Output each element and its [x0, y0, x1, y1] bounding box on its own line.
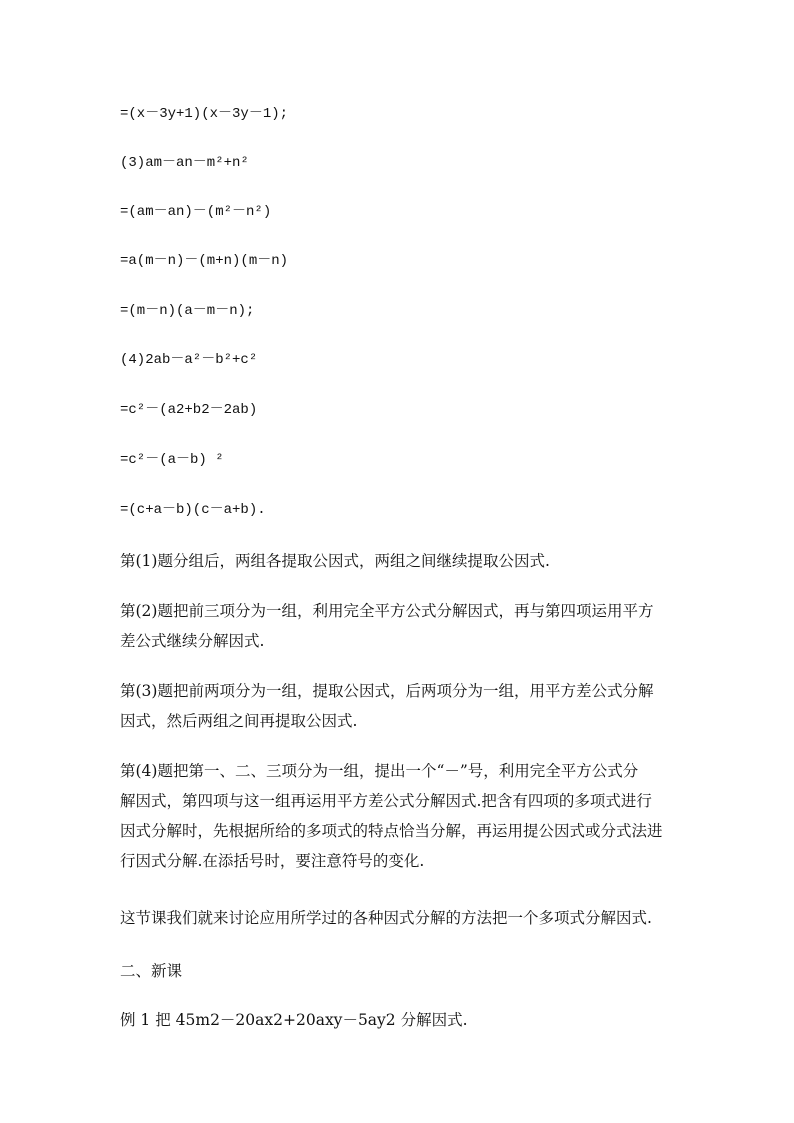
explanation-4-line-3: 因式分解时，先根据所给的多项式的特点恰当分解，再运用提公因式或分式法进	[120, 822, 663, 840]
math-line-8: =c²－(a－b) ²	[120, 452, 224, 468]
explanation-4-line-4: 行因式分解.在添括号时，要注意符号的变化.	[120, 852, 425, 870]
explanation-3-line-1: 第(3)题把前两项分为一组，提取公因式，后两项分为一组，用平方差公式分解	[120, 682, 654, 700]
math-line-6: (4)2ab－a²－b²+c²	[120, 352, 258, 368]
explanation-3-line-2: 因式，然后两组之间再提取公因式.	[120, 712, 358, 730]
section-heading: 二、新课	[120, 962, 183, 980]
explanation-5	[120, 903, 680, 933]
math-line-1: =(x－3y+1)(x－3y－1);	[120, 106, 289, 122]
explanation-4-line-1: 第(4)题把第一、二、三项分为一组，提出一个“－”号，利用完全平方公式分	[120, 762, 639, 780]
explanation-1	[120, 546, 680, 576]
math-line-5: =(m－n)(a－m－n);	[120, 303, 255, 319]
math-line-2: (3)am－an－m²+n²	[120, 155, 249, 171]
math-line-7: =c²－(a2+b2－2ab)	[120, 402, 258, 418]
explanation-3	[120, 676, 680, 736]
math-line-4: =a(m－n)－(m+n)(m－n)	[120, 253, 289, 269]
explanation-4	[120, 756, 680, 876]
explanation-4-line-2: 解因式，第四项与这一组再运用平方差公式分解因式.把含有四项的多项式进行	[120, 792, 652, 810]
math-line-9: =(c+a－b)(c－a+b).	[120, 502, 266, 518]
explanation-2-line-1: 第(2)题把前三项分为一组，利用完全平方公式分解因式，再与第四项运用平方	[120, 602, 654, 620]
explanation-1-line-1: 第(1)题分组后，两组各提取公因式，两组之间继续提取公因式.	[120, 552, 550, 570]
math-line-3: =(am－an)－(m²－n²)	[120, 204, 272, 220]
explanation-2	[120, 596, 680, 656]
explanation-2-line-2: 差公式继续分解因式.	[120, 632, 265, 650]
example-1: 例 1 把 45m2－20ax2+20axy－5ay2 分解因式.	[120, 1011, 468, 1029]
explanation-5-line-1: 这节课我们就来讨论应用所学过的各种因式分解的方法把一个多项式分解因式.	[120, 909, 652, 927]
document-page	[120, 0, 680, 1123]
